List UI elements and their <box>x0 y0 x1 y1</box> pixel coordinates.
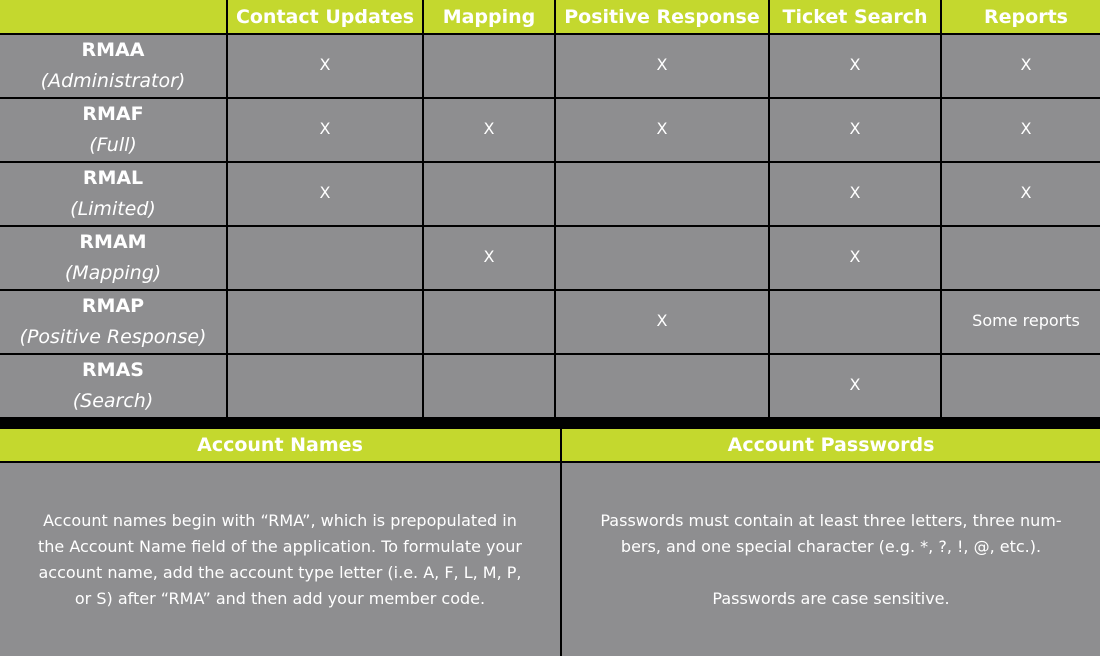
access-cell: X <box>770 355 940 417</box>
table-corner-cell <box>0 0 226 33</box>
row-header-rmaa <box>0 35 226 97</box>
row-header-rmas <box>0 355 226 417</box>
access-cell <box>228 291 422 353</box>
access-cell: X <box>228 99 422 161</box>
column-header-reports: Reports <box>942 0 1100 33</box>
role-name: (Positive Response) <box>19 326 207 348</box>
account-passwords-text <box>562 463 1100 656</box>
role-code: RMAL <box>82 167 144 189</box>
role-name: (Limited) <box>70 198 156 220</box>
access-cell: X <box>424 227 554 289</box>
access-cell <box>556 227 768 289</box>
access-cell: X <box>942 163 1100 225</box>
row-header-rmap <box>0 291 226 353</box>
account-info-panel <box>0 429 1100 656</box>
access-cell <box>424 355 554 417</box>
access-cell: X <box>556 35 768 97</box>
access-cell: X <box>770 163 940 225</box>
role-name: (Search) <box>72 390 154 412</box>
account-passwords-heading: Account Passwords <box>562 429 1100 461</box>
row-header-rmaf <box>0 99 226 161</box>
account-names-heading: Account Names <box>0 429 560 461</box>
row-header-rmal <box>0 163 226 225</box>
role-name: (Mapping) <box>64 262 162 284</box>
column-header-contact-updates: Contact Updates <box>228 0 422 33</box>
role-code: RMAP <box>81 295 145 317</box>
access-cell <box>556 163 768 225</box>
account-names-line: account name, add the account type letter (i.e. A, F, L, M, P, <box>38 562 522 582</box>
role-code: RMAF <box>82 103 144 125</box>
access-cell: X <box>556 291 768 353</box>
role-code: RMAS <box>82 359 144 381</box>
access-cell <box>942 227 1100 289</box>
access-cell <box>942 355 1100 417</box>
role-code: RMAA <box>81 39 145 61</box>
account-names-text <box>0 463 560 656</box>
access-cell: X <box>228 35 422 97</box>
account-names-line: the Account Name field of the application. To formulate your <box>37 536 522 556</box>
access-cell <box>228 355 422 417</box>
column-header-mapping: Mapping <box>424 0 554 33</box>
access-cell <box>424 35 554 97</box>
column-header-ticket-search: Ticket Search <box>770 0 940 33</box>
case-sensitive-note: Passwords are case sensitive. <box>712 588 950 608</box>
access-cell <box>556 355 768 417</box>
access-cell: Some reports <box>942 291 1100 353</box>
role-name: (Administrator) <box>40 70 186 92</box>
access-cell <box>770 291 940 353</box>
access-cell: X <box>770 35 940 97</box>
access-cell: X <box>770 99 940 161</box>
account-names-line: or S) after “RMA” and then add your member code. <box>74 588 486 608</box>
row-header-rmam <box>0 227 226 289</box>
role-name: (Full) <box>89 134 137 156</box>
access-cell: X <box>228 163 422 225</box>
access-cell <box>424 291 554 353</box>
access-cell: X <box>556 99 768 161</box>
access-cell: X <box>770 227 940 289</box>
role-code: RMAM <box>79 231 147 253</box>
access-cell: X <box>424 99 554 161</box>
account-passwords-line: Passwords must contain at least three letters, three num- <box>600 510 1062 530</box>
access-cell: X <box>942 35 1100 97</box>
account-names-line: Account names begin with “RMA”, which is prepopulated in <box>43 510 517 530</box>
access-cell <box>228 227 422 289</box>
column-header-positive-response: Positive Response <box>556 0 768 33</box>
account-passwords-line: bers, and one special character (e.g. *, ?, !, @, etc.). <box>620 536 1042 556</box>
access-cell <box>424 163 554 225</box>
access-cell: X <box>942 99 1100 161</box>
